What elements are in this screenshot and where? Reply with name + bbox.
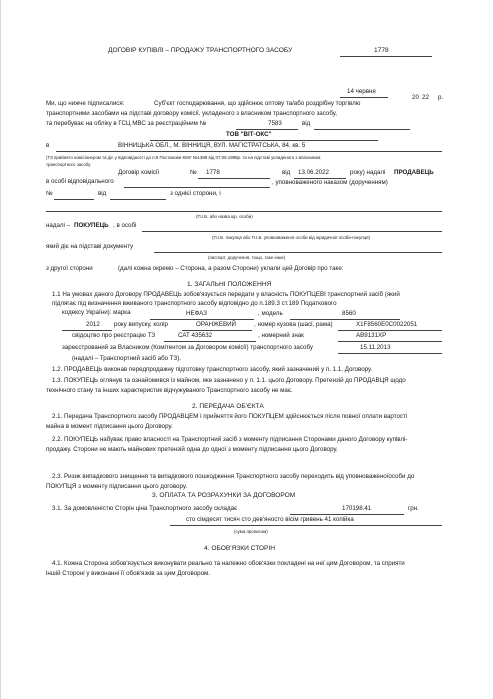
buyer-rep-underline	[142, 231, 442, 232]
passport-caption: (паспорт, доручення, тощо, таке інше)	[208, 255, 286, 260]
clause-2-1-line2: майна в момент підписання цього Договору.	[46, 423, 173, 430]
reg-word: від	[302, 120, 311, 127]
buyer-name-underline-top	[46, 211, 442, 212]
clause-2-3-line1: 2.3. Ризик випадкового знищення та випадкового пошкодження Транспортного засобу переходить від уповноваженоїособи до	[52, 473, 415, 480]
clause-1-1-line2: підлягає під визначення вживаного транспортного засобу відповідно до п.189.3 ст.189 Податкового	[52, 300, 337, 307]
clause-1-1-line3: кодексу України): марка	[62, 309, 131, 316]
order-date-word: від	[98, 190, 107, 197]
color-underline	[182, 330, 252, 331]
commission-no-word: №	[190, 169, 197, 176]
owner-caption: (надалі – Транспортний засіб або ТЗ).	[72, 355, 182, 362]
clause-2-3-line2: ПОКУПЦЯ з моменту підписання цього договору.	[46, 483, 188, 490]
year-word: р.	[438, 94, 444, 101]
vehicle-color: ОРАНЖЕВИЙ	[196, 321, 236, 328]
preamble-line3: та перебуває на обліку в ГСЦ МВС за реєстраційним №	[46, 120, 207, 127]
clause-1-3-line1: 1.3. ПОКУПЕЦЬ оглянув та ознайомився із майном, яке зазначено у п. 1.1. цього Договору. Претензій до ПРОДАВЦЯ щодо	[52, 377, 406, 384]
contract-number-underline	[340, 56, 432, 57]
preamble-seller-type: Суб'єкт господарювання, що здійснює оптову та/або роздрібну торгівлю	[154, 100, 361, 107]
section-1-heading: 1. ЗАГАЛЬНІ ПОЛОЖЕННЯ	[187, 281, 272, 288]
vehicle-cert: САТ 435632	[178, 332, 213, 339]
commission-note-2: транспортного засобу	[46, 162, 91, 167]
vehicle-plate: АВ9131ХР	[356, 332, 387, 339]
plate-label: , номерний знак	[258, 332, 304, 339]
contract-number: 1778	[374, 47, 389, 54]
body-label: , номер кузова (шасі, рама)	[254, 321, 333, 328]
clause-4-1-line1: 4.1. Кожна Сторона зобов'язується виконувати реально та належно обов'язки покладені на неї цим Договором, та сприяти	[52, 560, 405, 567]
acting-label: який діє на підставі документу	[46, 243, 134, 250]
preamble-intro: Ми, що нижче підписалися:	[46, 100, 125, 107]
company-address: ВІННИЦЬКА ОБЛ., М. ВІННИЦЯ, ВУЛ. МАГІСТРАТСЬКА, 84, кв. 5	[118, 142, 306, 149]
contract-title: ДОГОВІР КУПІВЛІ – ПРОДАЖУ ТРАНСПОРТНОГО ЗАСОБУ	[108, 47, 293, 54]
section-4-heading: 4. ОБОВ'ЯЗКИ СТОРІН	[204, 545, 276, 552]
registered-date: 15.11.2013	[360, 344, 391, 351]
cert-underline	[164, 341, 256, 342]
clause-1-2: 1.2. ПРОДАВЕЦЬ виконав передпродажну підготовку транспортного засобу, який зазначений у п. 1.1. Договору.	[52, 366, 373, 373]
commission-number-underline	[198, 178, 270, 179]
registered-label: зареєстрований за Власником (Комітентом за Договором комісії) транспортного засобу	[62, 344, 313, 351]
preamble-line2: транспортними засобами на підставі договору комісії, укладеного з власником транспортного засобу,	[46, 110, 337, 117]
price-caption: (сума прописом)	[234, 529, 268, 534]
year-suffix: 22	[422, 94, 429, 101]
price-underline	[290, 514, 404, 515]
registered-date-underline	[338, 353, 442, 354]
model-underline	[290, 319, 400, 320]
year-underline	[62, 330, 112, 331]
seller-rep-order: , уповноваженого наказом (дорученням)	[272, 179, 388, 186]
pib-caption: (П.І.Б. або назва юр. особи)	[196, 214, 253, 219]
seller-word: ПРОДАВЕЦЬ	[394, 169, 434, 176]
page-edge	[0, 0, 1, 699]
price-currency: грн.	[408, 505, 419, 512]
price-words-underline	[170, 525, 442, 526]
seller-rep-underline	[124, 187, 270, 188]
vehicle-year: 2012	[86, 321, 100, 328]
acting-underline	[154, 252, 442, 253]
section-3-heading: 3. ОПЛАТА ТА РОЗРАХУНКИ ЗА ДОГОВОРОМ	[152, 492, 296, 499]
one-side: з однієї сторони, і	[170, 190, 221, 197]
commission-date: 13.06.2022	[298, 169, 329, 176]
date-underline	[340, 97, 388, 98]
vin-underline	[338, 330, 442, 331]
year-label: року випуску, колір	[114, 321, 168, 328]
clause-2-2-line1: 2.2. ПОКУПЕЦЬ набуває право власності на Транспортний засіб з моменту підписання Сторонами даного Договору купівлі-	[52, 436, 408, 443]
commission-note: (ТЗ прийнято комісіонером та діє у відповідності до п.8 Постанови КМУ №1388 від 07.09.1998р. та на підставі укладеного з власником	[46, 155, 321, 160]
reg-number-underline	[236, 129, 298, 130]
vehicle-vin: X1F8560E0C0022051	[356, 321, 418, 328]
commission-tail: року) надалі	[350, 169, 386, 176]
clause-1-1-line1: 1.1 На умовах даного Договору ПРОДАВЕЦЬ зобов'язується передати у власність ПОКУПЦЕВІ транспортний засіб (який	[52, 291, 400, 298]
clause-2-2-line2: продажу. Сторони не мають майнових претензій одна до одної з моменту підписання цього Договору.	[46, 446, 338, 453]
reg-date-underline	[314, 129, 410, 130]
clause-2-1-line1: 2.1. Передача Транспортного засобу ПРОДАВЦЕМ і прийняття його ПОКУПЦЕМ здійснюється після повної оплати вартості	[52, 413, 408, 420]
order-number-underline	[54, 199, 94, 200]
order-date-underline	[110, 199, 166, 200]
cert-label: свідоцтво про реєстрацію ТЗ	[72, 332, 156, 339]
clause-4-1-line2: іншій Стороні у виконанні її обов'язків за цим Договором.	[46, 570, 211, 577]
commission-date-word: від	[282, 169, 291, 176]
company-underline	[150, 140, 378, 141]
commission-label: Договір комісії	[118, 169, 160, 176]
buyer-word: ПОКУПЕЦЬ	[74, 222, 109, 229]
contract-date: 14 червня	[347, 88, 376, 95]
company-name: ТОВ "ВІТ-ОКС"	[226, 131, 272, 138]
price-amount: 170198.41	[342, 505, 372, 512]
clause-3-1-label: 3.1. За домовленістю Сторін ціна Транспортного засобу складає	[52, 505, 238, 512]
vehicle-model: 8560	[342, 310, 356, 317]
brand-underline	[150, 319, 254, 320]
address-underline	[56, 151, 442, 152]
reg-number: 7583	[268, 120, 282, 127]
clause-1-3-line2: технічного стану та інших характеристик відчужуваного Транспортного засобу не має.	[46, 387, 293, 394]
vehicle-brand: НЕФАЗ	[186, 310, 207, 317]
plate-underline	[338, 341, 442, 342]
seller-rep-label: в особі відповідального	[46, 178, 114, 185]
other-side: з другої сторони	[46, 265, 93, 272]
other-side-tail: (далі кожна окремо – Сторона, а разом Сторони) уклали цей Договір про таке:	[118, 265, 344, 272]
in-word: в	[46, 142, 50, 149]
section-2-heading: 2. ПЕРЕДАЧА ОБ'ЄКТА	[192, 403, 264, 410]
buyer-suffix: , в особі	[113, 222, 137, 229]
commission-number: 1778	[206, 169, 220, 176]
year-prefix: 20	[412, 94, 419, 101]
buyer-prefix: надалі –	[46, 222, 71, 229]
buyer-caption: (П.І.Б. покупця або П.І.Б. уповноваженої особи від юридичної особи-покупця)	[212, 235, 370, 240]
order-no-word: №	[46, 190, 53, 197]
model-label: , модель	[258, 310, 283, 317]
price-words: сто сімдесят тисяч сто дев'яносто вісім гривень 41 копійка	[186, 516, 354, 523]
